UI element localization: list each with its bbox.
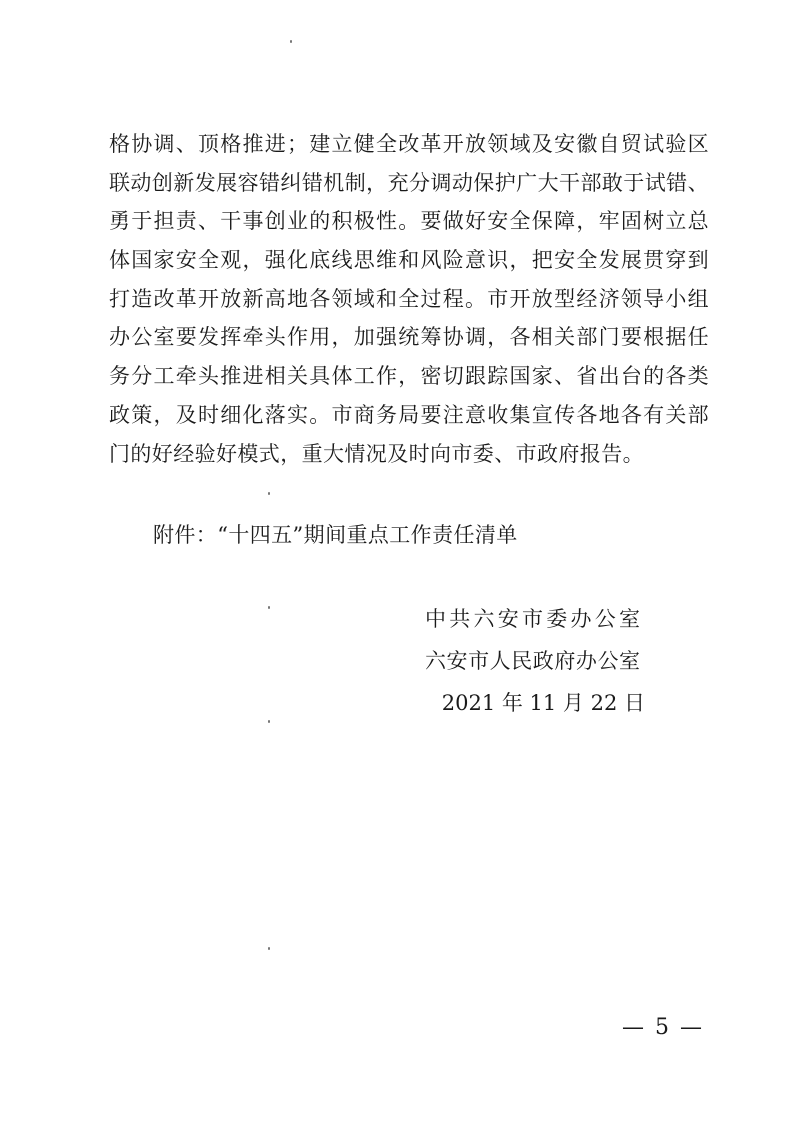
page-number: — 5 — xyxy=(622,1015,704,1040)
body-line: 务分工牵头推进相关具体工作，密切跟踪国家、省出台的各类 xyxy=(109,364,709,389)
body-line-last: 门的好经验好模式，重大情况及时向市委、市政府报告。 xyxy=(109,441,644,466)
signature-date: 2021 年 11 月 22 日 xyxy=(441,691,645,715)
body-line: 勇于担责、干事创业的积极性。要做好安全保障，牢固树立总 xyxy=(109,209,709,234)
scan-speck xyxy=(268,492,270,495)
signature-org-government: 六安市人民政府办公室 xyxy=(425,649,640,673)
body-line: 体国家安全观，强化底线思维和风险意识，把安全发展贯穿到 xyxy=(109,248,709,273)
signature-org-party: 中共六安市委办公室 xyxy=(425,607,640,631)
body-line: 政策，及时细化落实。市商务局要注意收集宣传各地各有关部 xyxy=(109,402,709,427)
scan-speck xyxy=(268,606,270,609)
body-line: 办公室要发挥牵头作用，加强统筹协调，各相关部门要根据任 xyxy=(109,325,709,350)
scan-speck xyxy=(290,40,292,43)
attachment-line: 附件：“十四五”期间重点工作责任清单 xyxy=(153,523,518,547)
body-line: 打造改革开放新高地各领域和全过程。市开放型经济领导小组 xyxy=(109,286,709,311)
body-paragraph xyxy=(109,125,709,473)
scan-speck xyxy=(268,720,270,723)
scan-speck xyxy=(268,947,270,950)
body-line: 联动创新发展容错纠错机制，充分调动保护广大干部敢于试错、 xyxy=(109,170,709,195)
body-line: 格协调、顶格推进；建立健全改革开放领域及安徽自贸试验区 xyxy=(109,132,709,156)
